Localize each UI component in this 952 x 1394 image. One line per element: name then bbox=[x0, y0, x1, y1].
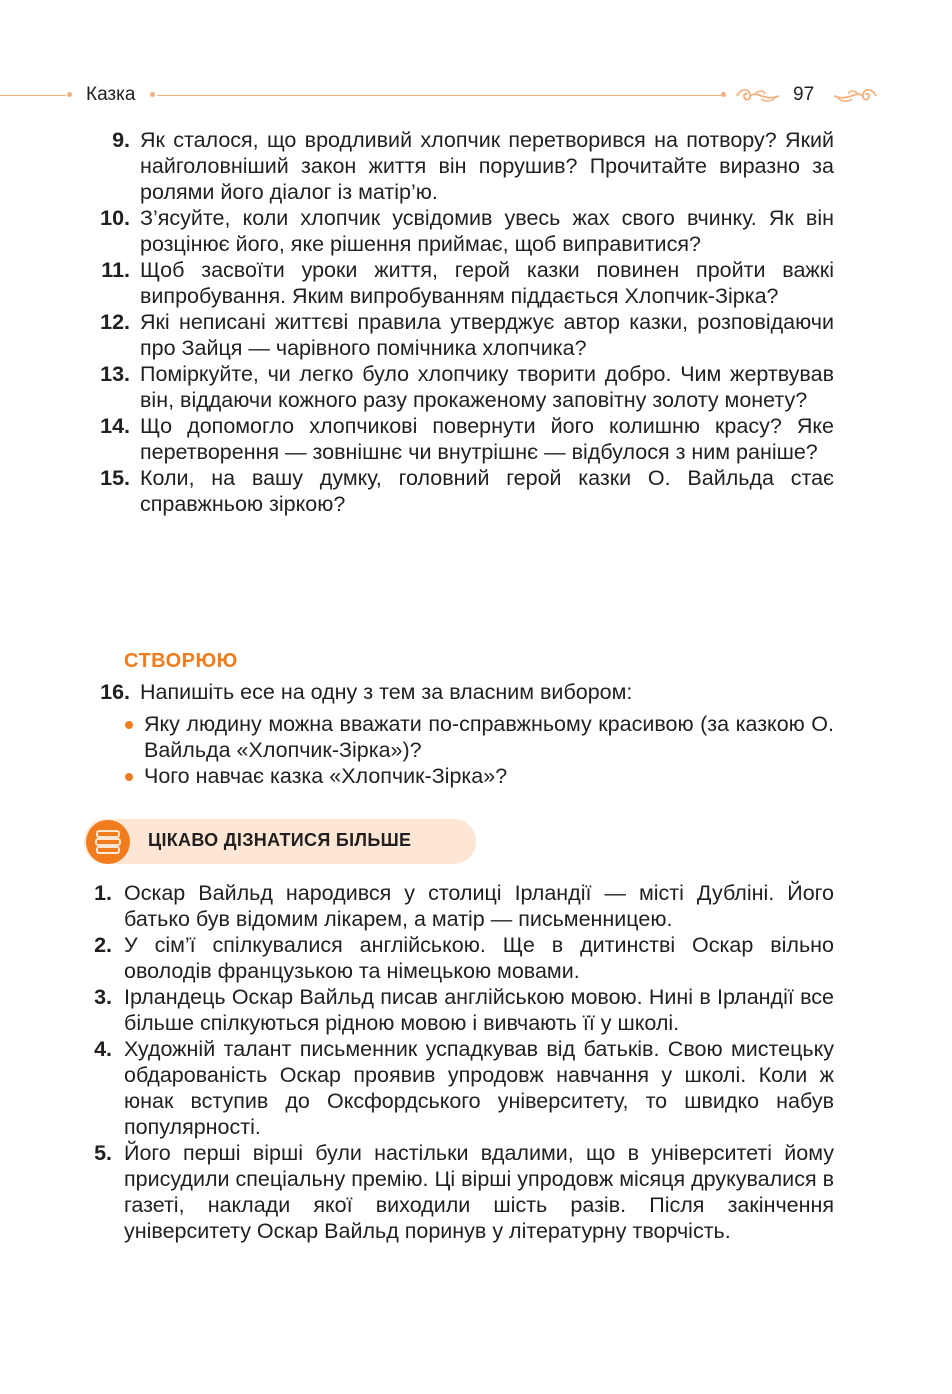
question-text: Щоб засвоїти уроки життя, герой казки повинен пройти важкі випробування. Яким випробуванням піддається Хлопчик-Зірка? bbox=[140, 258, 834, 308]
fact-number: 5. bbox=[94, 1141, 112, 1165]
question-text: Поміркуйте, чи легко було хлопчику творити добро. Чим жертвував він, віддаючи кожного разу прокаженому заповітну золоту монету? bbox=[140, 362, 834, 412]
ornament-right-icon bbox=[832, 86, 878, 106]
header-rule-left bbox=[0, 95, 66, 96]
header-dot bbox=[721, 92, 726, 97]
header-rule bbox=[157, 95, 723, 96]
essay-topics bbox=[124, 711, 834, 789]
question-text: Як сталося, що вродливий хлопчик перетворився на потвору? Який найголовніший закон життя він порушив? Прочитайте виразно за ролями його діалог із матір’ю. bbox=[140, 128, 834, 204]
fact-item bbox=[86, 1140, 834, 1244]
topic-text: Яку людину можна вважати по-справжньому красивою (за казкою О. Вайльда «Хлопчик-Зірка»)? bbox=[144, 712, 834, 762]
question-text: Що допомогло хлопчикові повернути його колишню красу? Яке перетворення — зовнішнє чи внутрішнє — відбулося з ним раніше? bbox=[140, 414, 834, 464]
fact-item bbox=[86, 932, 834, 984]
facts-list bbox=[86, 880, 834, 1244]
question-item bbox=[86, 413, 834, 465]
more-info-banner bbox=[84, 819, 476, 864]
books-icon bbox=[86, 820, 130, 864]
question-text: Напишіть есе на одну з тем за власним вибором: bbox=[140, 680, 633, 704]
fact-number: 2. bbox=[94, 933, 112, 957]
bullet-icon bbox=[124, 711, 144, 763]
ornament-left-icon bbox=[735, 86, 781, 106]
banner-title: ЦІКАВО ДІЗНАТИСЯ БІЛЬШЕ bbox=[148, 830, 412, 850]
question-number: 11. bbox=[101, 258, 130, 282]
question-number: 14. bbox=[100, 414, 130, 438]
fact-item bbox=[86, 880, 834, 932]
question-item bbox=[86, 309, 834, 361]
fact-item bbox=[86, 1036, 834, 1140]
fact-text: Художній талант письменник успадкував від батьків. Свою мистецьку обдарованість Оскар проявив упродовж навчання у школі. Коли ж юнак вступив до Оксфордського університету, то швидко набув популярності. bbox=[124, 1037, 834, 1139]
question-number: 10. bbox=[100, 206, 130, 230]
page-header bbox=[0, 82, 952, 112]
question-item bbox=[86, 361, 834, 413]
header-dot bbox=[67, 92, 72, 97]
fact-number: 4. bbox=[94, 1037, 112, 1061]
section-title: Казка bbox=[86, 84, 136, 105]
question-number: 15. bbox=[100, 466, 130, 490]
topic-text: Чого навчає казка «Хлопчик-Зірка»? bbox=[144, 764, 508, 788]
question-item bbox=[86, 465, 834, 517]
fact-item bbox=[86, 984, 834, 1036]
fact-number: 1. bbox=[94, 881, 112, 905]
question-text: З’ясуйте, коли хлопчик усвідомив увесь жах свого вчинку. Як він розцінює його, яке рішення приймає, щоб виправитися? bbox=[140, 206, 834, 256]
question-text: Які неписані життєві правила утверджує автор казки, розповідаючи про Зайця — чарівного помічника хлопчика? bbox=[140, 310, 834, 360]
question-item bbox=[86, 127, 834, 205]
fact-text: Його перші вірші були настільки вдалими, що в університеті йому присудили спеціальну премію. Ці вірші упродовж місяця друкувалися в газеті, наклади якої виходили шість разів. Після закінчення університету Оскар Вайльд поринув у літературну творчість. bbox=[124, 1141, 834, 1243]
question-number: 16. bbox=[100, 680, 130, 704]
question-list bbox=[86, 127, 834, 517]
fact-text: У сім’ї спілкувалися англійською. Ще в дитинстві Оскар вільно оволодів французькою та німецькою мовами. bbox=[124, 933, 834, 983]
question-item bbox=[86, 257, 834, 309]
fact-number: 3. bbox=[94, 985, 112, 1009]
list-item bbox=[124, 711, 834, 763]
bullet-icon bbox=[124, 763, 144, 789]
create-heading: СТВОРЮЮ bbox=[124, 650, 238, 672]
question-number: 12. bbox=[100, 310, 130, 334]
list-item bbox=[124, 763, 834, 789]
question-number: 9. bbox=[112, 128, 130, 152]
question-item bbox=[86, 679, 834, 705]
fact-text: Ірландець Оскар Вайльд писав англійською мовою. Нині в Ірландії все більше спілкуються рідною мовою і вивчають її у школі. bbox=[124, 985, 834, 1035]
fact-text: Оскар Вайльд народився у столиці Ірландії — місті Дубліні. Його батько був відомим лікарем, а матір — письменницею. bbox=[124, 881, 834, 931]
question-item bbox=[86, 205, 834, 257]
create-task-list bbox=[86, 679, 834, 705]
header-dot bbox=[150, 92, 155, 97]
question-number: 13. bbox=[100, 362, 130, 386]
page-number: 97 bbox=[793, 84, 815, 105]
question-text: Коли, на вашу думку, головний герой казки О. Вайльда стає справжньою зіркою? bbox=[140, 466, 834, 516]
